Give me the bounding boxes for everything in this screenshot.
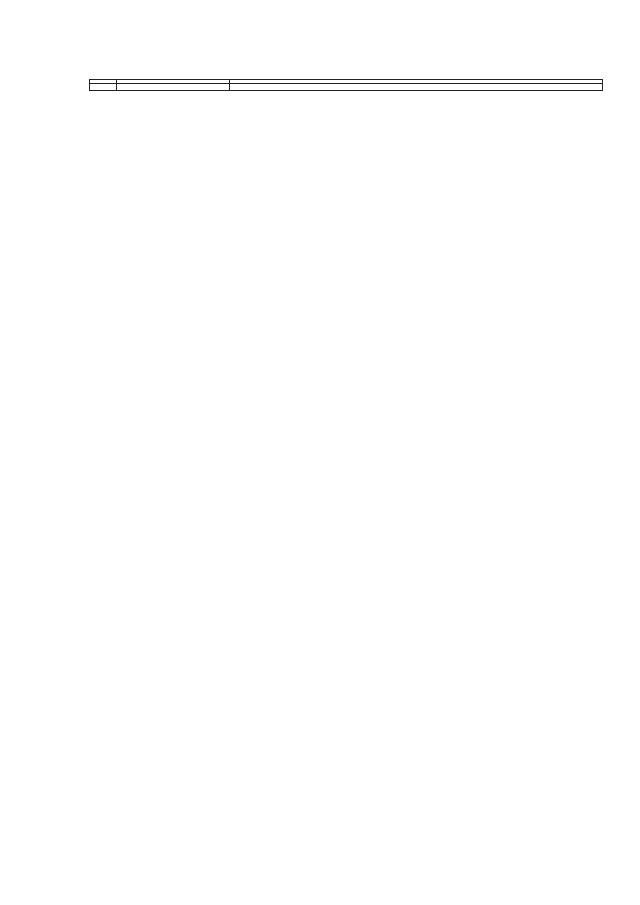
table-row-2 [90, 84, 603, 91]
row-number [90, 84, 117, 91]
accounts-list-cell [230, 84, 603, 91]
requirement-title-cell [117, 84, 230, 91]
requirements-table [89, 79, 603, 91]
